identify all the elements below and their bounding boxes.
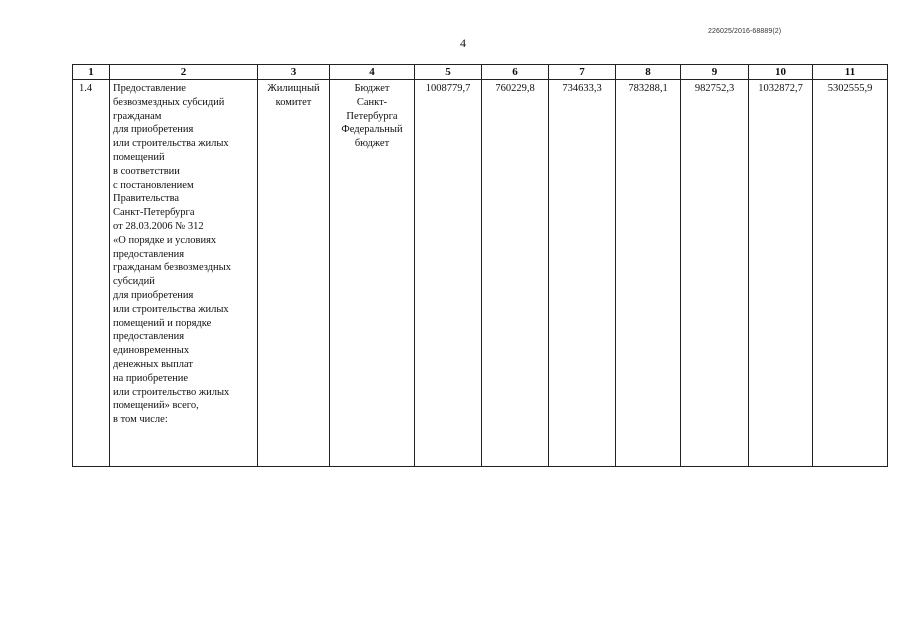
executor-line: комитет	[275, 96, 312, 108]
value-col-9: 982752,3	[681, 80, 749, 467]
source-line: Санкт-	[356, 96, 388, 108]
description-line: от 28.03.2006 № 312	[113, 220, 204, 232]
description-line: безвозмездных субсидий	[113, 96, 225, 108]
value-col-7: 734633,3	[549, 80, 616, 467]
source-line: Бюджет	[354, 83, 390, 94]
description-line: в соответствии	[113, 165, 180, 177]
document-id: 226025/2016-68889(2)	[708, 28, 782, 35]
description-line: или строительства жилых	[113, 303, 229, 315]
description-line: предоставления	[113, 331, 185, 343]
value-col-6: 760229,8	[482, 80, 549, 467]
description-line: с постановлением	[113, 179, 194, 191]
description-line: помещений	[113, 151, 165, 163]
table-row	[73, 80, 888, 467]
value-col-10: 1032872,7	[749, 80, 813, 467]
value-col-8: 783288,1	[616, 80, 681, 467]
header-col-6: 6	[482, 65, 549, 80]
description-line: Предоставление	[113, 83, 186, 94]
description-line: на приобретение	[113, 372, 189, 384]
source-line: Федеральный	[341, 124, 403, 136]
header-col-5: 5	[415, 65, 482, 80]
description-line: или строительства жилых	[113, 138, 229, 150]
value-col-5: 1008779,7	[415, 80, 482, 467]
description-line: для приобретения	[113, 289, 194, 301]
row-executor	[258, 80, 330, 467]
description-line: помещений и порядке	[113, 317, 212, 329]
value-col-11-total: 5302555,9	[813, 80, 888, 467]
source-line: бюджет	[354, 138, 390, 150]
row-number: 1.4	[73, 80, 110, 467]
description-line: в том числе:	[113, 414, 168, 426]
description-line: помещений» всего,	[113, 400, 199, 412]
executor-line: Жилищный	[267, 83, 320, 94]
description-line: единовременных	[113, 345, 190, 357]
budget-table-container	[72, 64, 888, 467]
header-col-11: 11	[813, 65, 888, 80]
description-line: или строительство жилых	[113, 386, 230, 398]
description-line: денежных выплат	[113, 358, 193, 370]
table-header-row	[73, 65, 888, 80]
header-col-1: 1	[73, 65, 110, 80]
row-description	[110, 80, 258, 467]
description-line: «О порядке и условиях	[113, 234, 217, 246]
description-line: для приобретения	[113, 124, 194, 136]
description-line: субсидий	[113, 276, 155, 288]
header-col-7: 7	[549, 65, 616, 80]
page-number: 4	[460, 36, 466, 50]
header-col-9: 9	[681, 65, 749, 80]
row-funding-source	[330, 80, 415, 467]
header-col-8: 8	[616, 65, 681, 80]
header-col-10: 10	[749, 65, 813, 80]
description-line: предоставления	[113, 248, 185, 260]
source-line: Петербурга	[346, 110, 398, 122]
description-line: гражданам безвозмездных	[113, 262, 231, 274]
header-col-4: 4	[330, 65, 415, 80]
budget-table	[72, 64, 888, 467]
description-line: Санкт-Петербурга	[113, 207, 195, 219]
description-line: гражданам	[113, 110, 162, 122]
header-col-3: 3	[258, 65, 330, 80]
description-line: Правительства	[113, 193, 180, 205]
header-col-2: 2	[110, 65, 258, 80]
